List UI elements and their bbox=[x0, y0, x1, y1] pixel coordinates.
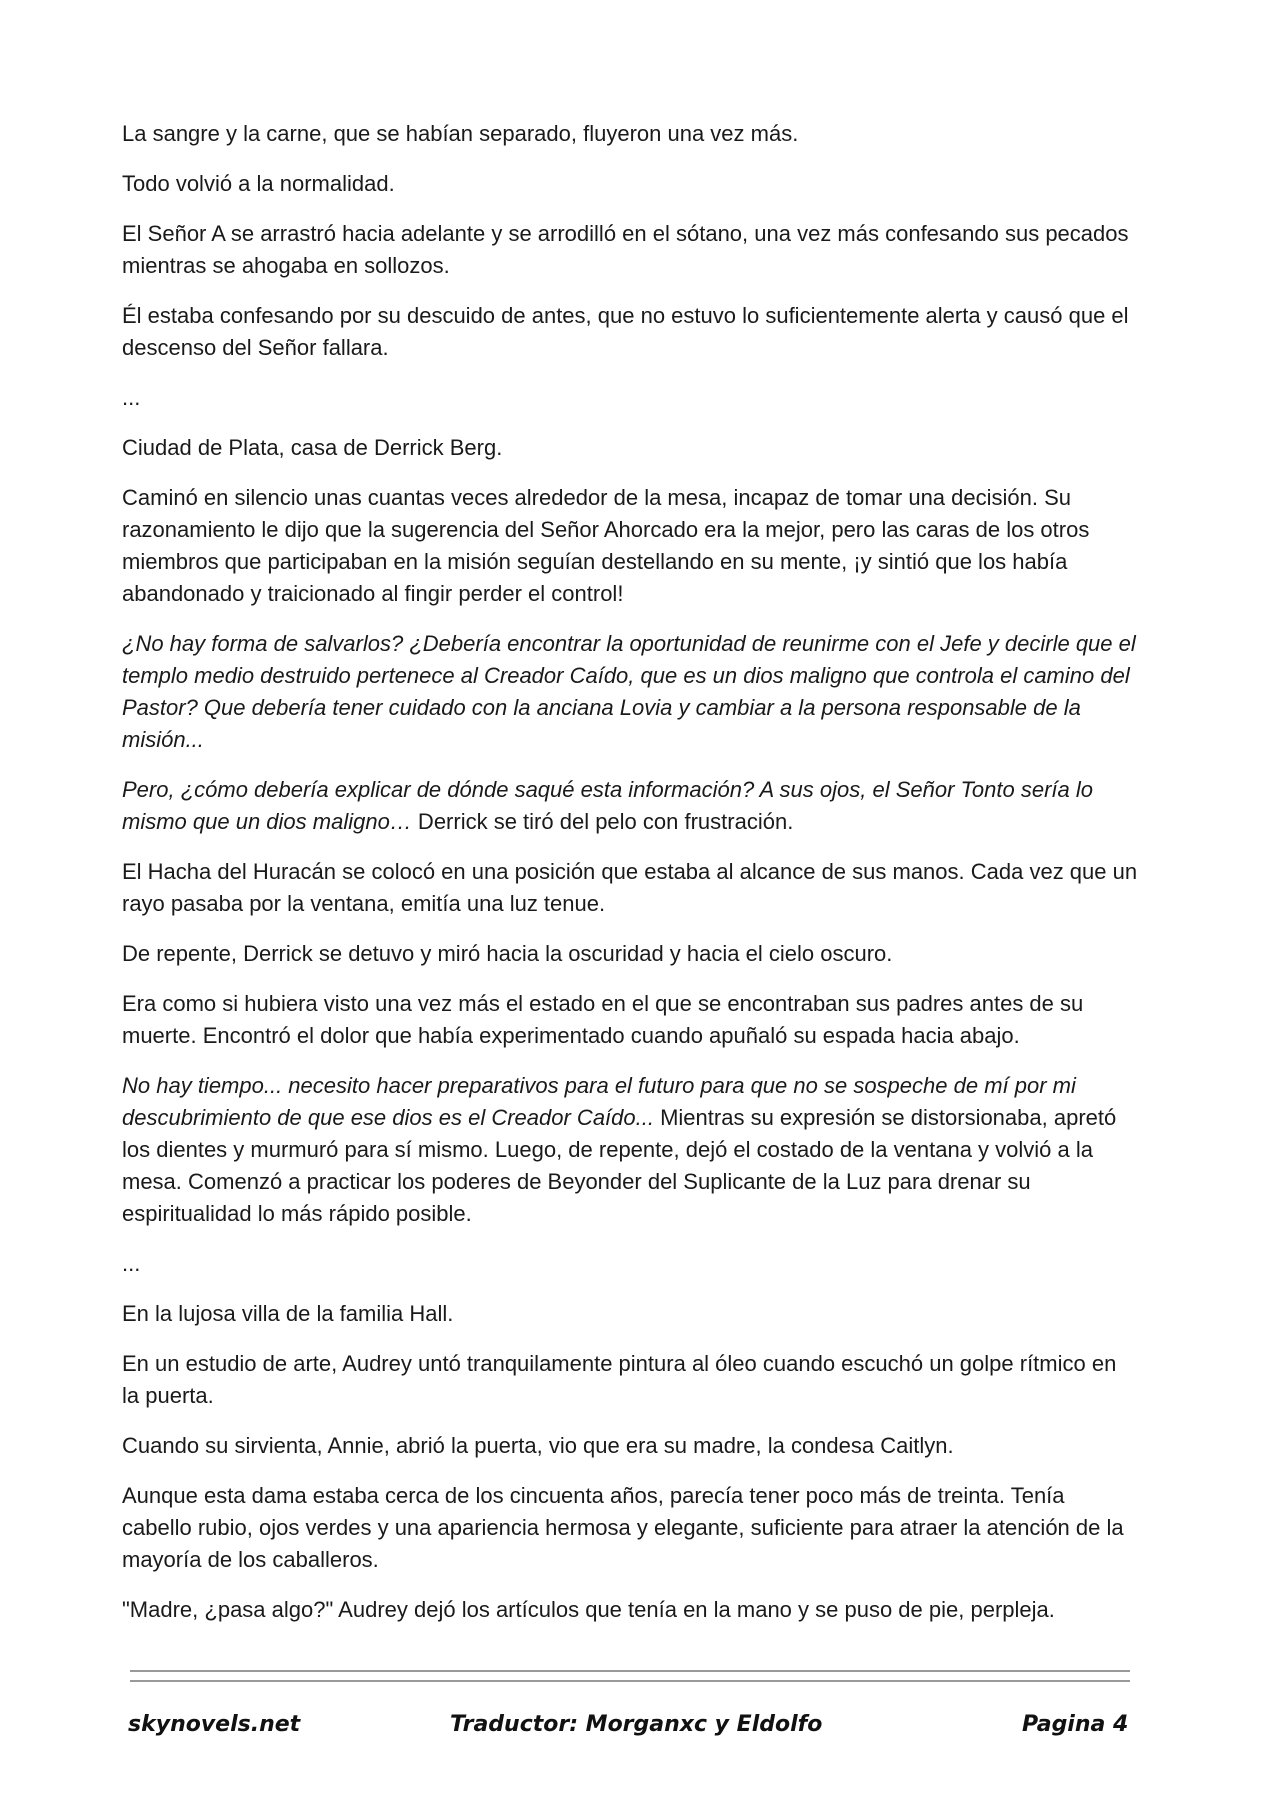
paragraph: Ciudad de Plata, casa de Derrick Berg. bbox=[122, 435, 503, 460]
paragraph: El Señor A se arrastró hacia adelante y se arrodilló en el sótano, una vez más confesando sus pecados mientras se ahogaba en sollozos. bbox=[122, 221, 1129, 278]
thought-text: No hay tiempo... necesito hacer preparativos para el futuro para que no se sospeche de mí por mi descubrimiento de que ese dios es el Creador Caído... bbox=[122, 1073, 1076, 1130]
paragraph: El Hacha del Huracán se colocó en una posición que estaba al alcance de sus manos. Cada vez que un rayo pasaba por la ventana, emitía una luz tenue. bbox=[122, 859, 1138, 916]
paragraph: De repente, Derrick se detuvo y miró hacia la oscuridad y hacia el cielo oscuro. bbox=[122, 941, 893, 966]
thought-text: Pero, ¿cómo debería explicar de dónde saqué esta información? A sus ojos, el Señor Tonto sería lo mismo que un dios maligno… bbox=[122, 777, 1094, 834]
footer-site: skynovels.net bbox=[128, 1712, 301, 1737]
paragraph-mixed bbox=[122, 774, 1138, 838]
narration-text: Derrick se tiró del pelo con frustración. bbox=[411, 809, 794, 834]
paragraph-thought: ¿No hay forma de salvarlos? ¿Debería encontrar la oportunidad de reunirme con el Jefe y decirle que el templo medio destruido pertenece al Creador Caído, que es un dios maligno que controla el camino del Pastor? Que debería tener cuidado con la anciana Lovia y cambiar a la persona responsable de la misión... bbox=[122, 631, 1136, 752]
scene-break: ... bbox=[122, 385, 141, 410]
paragraph: Todo volvió a la normalidad. bbox=[122, 171, 395, 196]
narration-text: Mientras su expresión se distorsionaba, apretó los dientes y murmuró para sí mismo. Luego, de repente, dejó el costado de la ventana y volvió a la mesa. Comenzó a practicar los poderes de Beyonder del Suplicante de la Luz para drenar su espiritualidad lo más rápido posible. bbox=[122, 1105, 1117, 1226]
paragraph-mixed bbox=[122, 1070, 1138, 1230]
footer-translator: Traductor: Morganxc y Eldolfo bbox=[450, 1712, 823, 1737]
paragraph: Él estaba confesando por su descuido de antes, que no estuvo lo suficientemente alerta y causó que el descenso del Señor fallara. bbox=[122, 303, 1129, 360]
footer-divider-bottom bbox=[130, 1680, 1130, 1682]
paragraph: Caminó en silencio unas cuantas veces alrededor de la mesa, incapaz de tomar una decisión. Su razonamiento le dijo que la sugerencia del Señor Ahorcado era la mejor, pero las caras de los otros miembros que participaban en la misión seguían destellando en su mente, ¡y sintió que los había abandonado y traicionado al fingir perder el control! bbox=[122, 485, 1090, 606]
chapter-text bbox=[122, 118, 1138, 1644]
scene-break: ... bbox=[122, 1251, 141, 1276]
paragraph: En la lujosa villa de la familia Hall. bbox=[122, 1301, 454, 1326]
footer-divider-top bbox=[130, 1670, 1130, 1672]
paragraph: En un estudio de arte, Audrey untó tranquilamente pintura al óleo cuando escuchó un golpe rítmico en la puerta. bbox=[122, 1351, 1117, 1408]
paragraph: Era como si hubiera visto una vez más el estado en el que se encontraban sus padres antes de su muerte. Encontró el dolor que había experimentado cuando apuñaló su espada hacia abajo. bbox=[122, 991, 1084, 1048]
paragraph: Aunque esta dama estaba cerca de los cincuenta años, parecía tener poco más de treinta. Tenía cabello rubio, ojos verdes y una apariencia hermosa y elegante, suficiente para atraer la atención de la mayoría de los caballeros. bbox=[122, 1483, 1124, 1572]
paragraph: Cuando su sirvienta, Annie, abrió la puerta, vio que era su madre, la condesa Caitlyn. bbox=[122, 1433, 954, 1458]
footer-page-number: Pagina 4 bbox=[1022, 1712, 1129, 1737]
paragraph: La sangre y la carne, que se habían separado, fluyeron una vez más. bbox=[122, 121, 799, 146]
paragraph: "Madre, ¿pasa algo?" Audrey dejó los artículos que tenía en la mano y se puso de pie, perpleja. bbox=[122, 1597, 1055, 1622]
